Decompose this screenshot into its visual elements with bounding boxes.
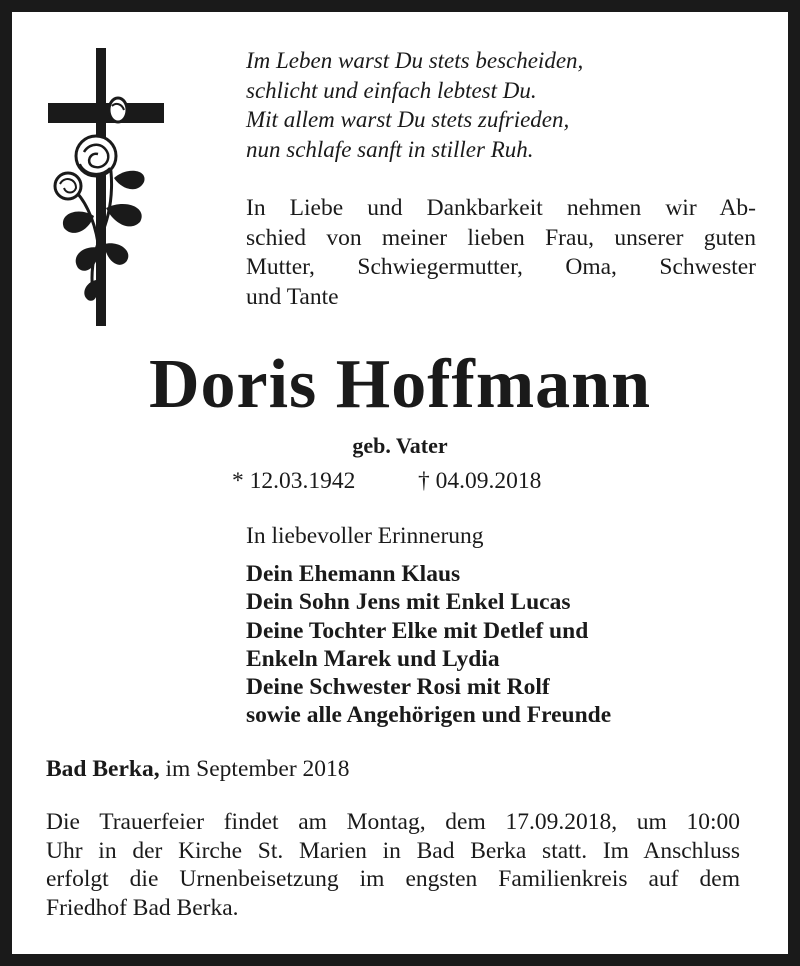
poem-line: nun schlafe sanft in stiller Ruh. (246, 136, 534, 162)
mourner-line: Enkeln Marek und Lydia (246, 645, 500, 672)
mourner-line: Deine Schwester Rosi mit Rolf (246, 674, 550, 701)
place-date (46, 754, 350, 784)
mourner-line: sowie alle Angehörigen und Freunde (246, 702, 612, 729)
poem-line: Mit allem warst Du stets zufrieden, (246, 107, 570, 132)
poem-line: Im Leben warst Du stets bescheiden, (246, 48, 584, 73)
intro-line: schied von meiner lieben Frau, unserer guten (246, 224, 756, 251)
mourner-line: Deine Tochter Elke mit Detlef und (246, 617, 589, 644)
funeral-line: Friedhof Bad Berka. (46, 894, 239, 921)
funeral-notice (46, 808, 740, 922)
memory-heading: In liebevoller Erinnerung (246, 523, 484, 549)
intro-line: und Tante (246, 283, 339, 310)
place-month: im September 2018 (159, 756, 350, 782)
poem-line: schlicht und einfach lebtest Du. (246, 77, 537, 103)
mourners-list (246, 560, 611, 730)
death-date: † 04.09.2018 (418, 468, 542, 494)
mourner-line: Dein Ehemann Klaus (246, 561, 461, 587)
place-town: Bad Berka, (46, 756, 160, 782)
funeral-line: Uhr in der Kirche St. Marien in Bad Berka statt. Im Anschluss (46, 837, 740, 864)
birth-date: * 12.03.1942 (232, 468, 356, 494)
intro-line: Mutter, Schwiegermutter, Oma, Schwester (246, 254, 756, 280)
intro-line: In Liebe und Dankbarkeit nehmen wir Ab- (246, 195, 756, 221)
cross-with-roses-icon (44, 48, 168, 328)
funeral-line: Die Trauerfeier findet am Montag, dem 17.09.2018, um 10:00 (46, 809, 740, 835)
intro-text (246, 194, 756, 312)
mourner-line: Dein Sohn Jens mit Enkel Lucas (246, 589, 571, 616)
deceased-name: Doris Hoffmann (148, 346, 652, 423)
poem (246, 46, 583, 164)
born-name: geb. Vater (352, 433, 448, 458)
funeral-line: erfolgt die Urnenbeisetzung im engsten Familienkreis auf dem (46, 866, 740, 892)
